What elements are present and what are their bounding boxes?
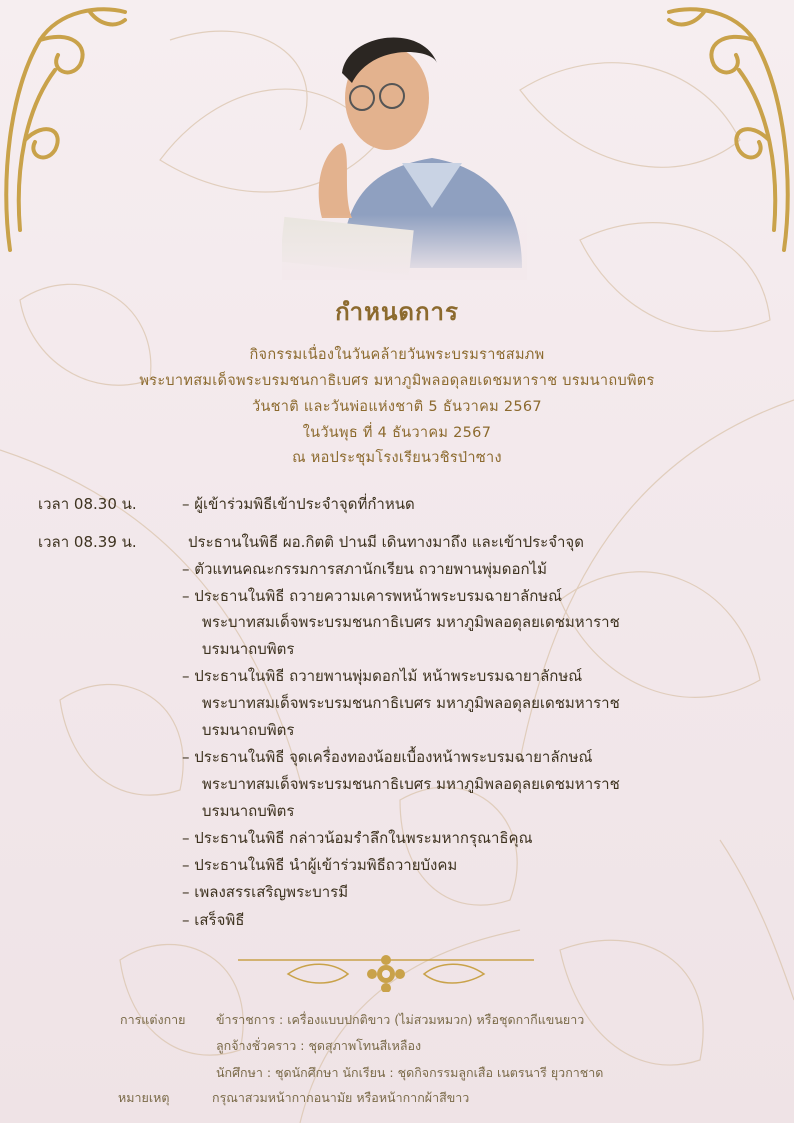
schedule-item-cont: บรมนาถบพิตร xyxy=(202,721,295,739)
dress-code-line-3: นักศึกษา : ชุดนักศึกษา นักเรียน : ชุดกิจกรรมลูกเสือ เนตรนารี ยุวกาชาด xyxy=(216,1065,604,1080)
subtitle-line-4: ในวันพุธ ที่ 4 ธันวาคม 2567 xyxy=(302,425,492,441)
schedule-item-cont: พระบาทสมเด็จพระบรมชนกาธิเบศร มหาภูมิพลอดุลยเดชมหาราช xyxy=(202,775,620,793)
schedule-time-1: เวลา 08.30 น. xyxy=(38,495,137,513)
schedule-item-cont: บรมนาถบพิตร xyxy=(202,640,295,658)
dress-code-label: การแต่งกาย xyxy=(120,1012,186,1027)
page-title: กำหนดการ xyxy=(335,298,459,326)
subtitle-line-1: กิจกรรมเนื่องในวันคล้ายวันพระบรมราชสมภพ xyxy=(249,347,545,363)
schedule-item: – ประธานในพิธี นำผู้เข้าร่วมพิธีถวายบังคม xyxy=(182,856,458,874)
subtitle-line-5: ณ หอประชุมโรงเรียนวชิรป่าซาง xyxy=(292,450,502,466)
portrait-image xyxy=(282,18,527,280)
dress-code-line-2: ลูกจ้างชั่วคราว : ชุดสุภาพโทนสีเหลือง xyxy=(216,1038,422,1053)
dress-code-line-1: ข้าราชการ : เครื่องแบบปกติขาว (ไม่สวมหมวก) หรือชุดกากีแขนยาว xyxy=(216,1012,585,1027)
subtitle-line-2: พระบาทสมเด็จพระบรมชนกาธิเบศร มหาภูมิพลอดุลยเดชมหาราช บรมนาถบพิตร xyxy=(139,373,655,389)
schedule-item: – ประธานในพิธี กล่าวน้อมรำลึกในพระมหากรุณาธิคุณ xyxy=(182,829,533,847)
schedule-item: – เสร็จพิธี xyxy=(182,911,245,929)
schedule-item: – ประธานในพิธี ถวายความเคารพหน้าพระบรมฉายาลักษณ์ xyxy=(182,587,563,605)
schedule-item: – ประธานในพิธี ถวายพานพุ่มดอกไม้ หน้าพระบรมฉายาลักษณ์ xyxy=(182,667,583,685)
schedule-time-2: เวลา 08.39 น. xyxy=(38,533,137,551)
schedule-item-cont: พระบาทสมเด็จพระบรมชนกาธิเบศร มหาภูมิพลอดุลยเดชมหาราช xyxy=(202,613,620,631)
schedule-item-cont: พระบาทสมเด็จพระบรมชนกาธิเบศร มหาภูมิพลอดุลยเดชมหาราช xyxy=(202,694,620,712)
schedule-time-2-text: ประธานในพิธี ผอ.กิตติ ปานมี เดินทางมาถึง และเข้าประจำจุด xyxy=(188,533,584,551)
schedule-item: – ประธานในพิธี จุดเครื่องทองน้อยเบื้องหน้าพระบรมฉายาลักษณ์ xyxy=(182,748,593,766)
ornamental-divider xyxy=(238,948,534,992)
subtitle-line-3: วันชาติ และวันพ่อแห่งชาติ 5 ธันวาคม 2567 xyxy=(252,399,542,415)
note-label: หมายเหตุ xyxy=(118,1090,170,1105)
note-text: กรุณาสวมหน้ากากอนามัย หรือหน้ากากผ้าสีขาว xyxy=(212,1090,470,1105)
schedule-item-cont: บรมนาถบพิตร xyxy=(202,802,295,820)
schedule-item: – ตัวแทนคณะกรรมการสภานักเรียน ถวายพานพุ่มดอกไม้ xyxy=(182,560,548,578)
schedule-time-1-text: – ผู้เข้าร่วมพิธีเข้าประจำจุดที่กำหนด xyxy=(182,495,415,513)
gold-corner-ornament-left xyxy=(0,0,130,255)
gold-corner-ornament-right xyxy=(664,0,794,255)
schedule-item: – เพลงสรรเสริญพระบารมี xyxy=(182,883,349,901)
